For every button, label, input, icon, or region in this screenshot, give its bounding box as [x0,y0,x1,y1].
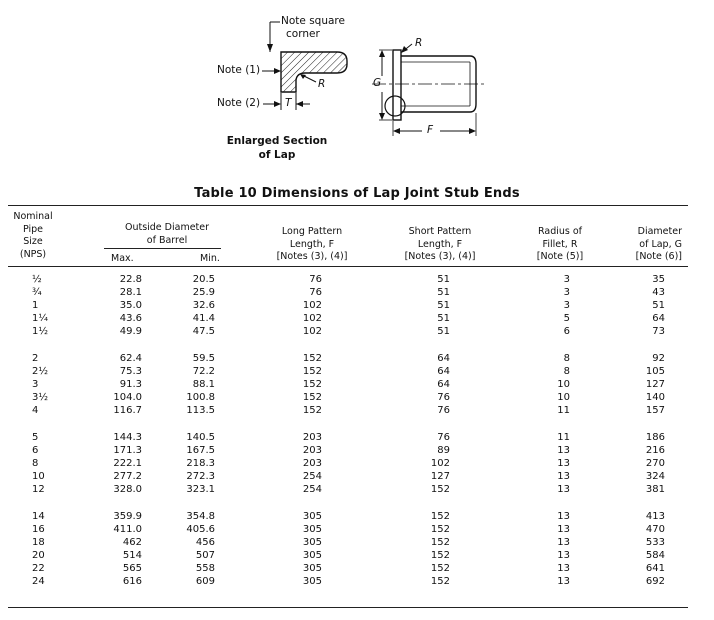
lap-diameter-cell: 470 [645,523,665,535]
table-row [0,510,714,523]
nps-cell: 6 [32,444,39,456]
od-max-cell: 144.3 [113,431,142,443]
radius-cell: 8 [563,352,570,364]
radius-cell: 5 [563,313,570,325]
header-long-line: Length, F [289,238,335,250]
lap-diameter-cell: 381 [645,484,665,496]
table-body [0,273,714,588]
long-length-cell: 254 [302,471,322,482]
radius-cell: 11 [557,405,570,417]
radius-cell: 10 [557,392,570,404]
nps-cell: 5 [32,431,39,443]
lap-diameter-cell: 35 [652,274,665,285]
nps-cell: 12 [32,484,45,496]
radius-cell: 3 [563,287,570,299]
header-nps [8,211,58,261]
od-min-cell: 272.3 [186,471,215,482]
table-row [0,286,714,299]
r-label-section: R [318,78,326,90]
table-row [0,457,714,470]
short-length-cell: 76 [437,392,450,404]
od-min-cell: 456 [195,536,215,548]
long-length-cell: 203 [302,431,322,443]
nps-cell: 18 [32,536,45,548]
table-row [0,312,714,325]
table-row [0,536,714,549]
header-short-line: [Notes (3), (4)] [404,251,476,262]
lap-diameter-cell: 127 [645,379,665,391]
note-2-label: Note (2) [217,97,261,109]
od-max-cell: 75.3 [119,365,142,377]
lap-drawing [0,0,714,175]
header-bottom-rule [8,266,688,267]
short-length-cell: 152 [430,536,450,548]
radius-cell: 13 [557,523,570,535]
caption-line-2: of Lap [258,149,296,161]
short-length-cell: 127 [430,471,450,482]
lap-diameter-cell: 105 [645,365,665,377]
od-min-cell: 41.4 [192,313,215,325]
od-min-cell: 609 [195,576,215,588]
long-length-cell: 305 [302,523,322,535]
short-length-cell: 64 [437,379,450,391]
group-spacer [0,496,714,509]
od-min-cell: 507 [195,549,215,561]
od-max-cell: 35.0 [119,300,142,312]
od-max-cell: 359.9 [113,510,142,522]
table-row [0,575,714,588]
long-length-cell: 152 [302,405,322,417]
od-min-cell: 354.8 [186,510,215,522]
radius-cell: 10 [557,379,570,391]
table-row [0,431,714,444]
lap-diameter-cell: 92 [652,352,665,364]
radius-cell: 13 [557,536,570,548]
table-row [0,549,714,562]
lap-diameter-cell: 43 [652,287,665,299]
long-length-cell: 152 [302,352,322,364]
short-length-cell: 64 [437,365,450,377]
header-outside-diameter [100,222,234,247]
long-length-cell: 203 [302,457,322,469]
od-max-cell: 116.7 [113,405,142,417]
od-min-cell: 88.1 [192,379,215,391]
nps-cell: 3½ [32,392,49,404]
od-max-cell: 277.2 [113,471,142,482]
table-title: Table 10 Dimensions of Lap Joint Stub Ends [194,186,520,201]
lap-diameter-cell: 324 [645,471,665,482]
short-length-cell: 89 [437,444,450,456]
nps-cell: ¾ [32,287,42,299]
od-min-cell: 25.9 [192,287,215,299]
group-spacer [0,417,714,430]
lap-diameter-cell: 157 [645,405,665,417]
nps-cell: 20 [32,549,45,561]
header-long-pattern [262,226,362,264]
short-length-cell: 76 [437,405,450,417]
header-long-line: [Notes (3), (4)] [276,251,348,262]
radius-cell: 13 [557,576,570,588]
nps-cell: 1½ [32,326,49,338]
header-short-line: Length, F [417,238,463,250]
od-max-cell: 171.3 [113,444,142,456]
radius-cell: 13 [557,549,570,561]
nps-cell: 14 [32,510,45,522]
long-length-cell: 102 [302,313,322,325]
od-min-cell: 59.5 [192,352,215,364]
lap-diameter-cell: 413 [645,510,665,522]
od-max-cell: 411.0 [113,523,142,535]
nps-cell: ½ [32,274,42,285]
short-length-cell: 152 [430,523,450,535]
header-nps-line: Pipe [22,223,44,235]
header-long-line: Long Pattern [281,226,343,237]
short-length-cell: 152 [430,576,450,588]
header-nps-line: Size [23,236,43,247]
nps-cell: 1¼ [32,313,49,325]
od-underline [104,248,221,249]
radius-cell: 3 [563,274,570,285]
table-row [0,365,714,378]
nps-cell: 10 [32,471,45,482]
short-length-cell: 51 [437,300,450,312]
long-length-cell: 254 [302,484,322,496]
table-row [0,391,714,404]
short-length-cell: 152 [430,549,450,561]
nps-cell: 22 [32,562,45,574]
lap-diameter-cell: 64 [652,313,665,325]
header-radius [520,226,600,264]
radius-cell: 8 [563,365,570,377]
lap-diameter-cell: 692 [645,576,665,588]
od-max-cell: 616 [122,576,142,588]
table-row [0,378,714,391]
od-max-cell: 62.4 [119,352,142,364]
header-radius-line: Fillet, R [542,238,578,250]
short-length-cell: 51 [437,313,450,325]
table-row [0,562,714,575]
caption-line-1: Enlarged Section [226,135,328,147]
table-top-rule [8,205,688,206]
long-length-cell: 152 [302,392,322,404]
lap-diameter-cell: 73 [652,326,665,338]
table-bottom-rule [8,607,688,608]
figure-caption [222,134,332,162]
lap-section-figure [0,0,714,175]
od-min-cell: 20.5 [192,274,215,285]
short-length-cell: 76 [437,431,450,443]
header-diameter [610,226,682,264]
od-max-cell: 22.8 [119,274,142,285]
od-max-cell: 328.0 [113,484,142,496]
od-max-cell: 514 [122,549,142,561]
long-length-cell: 305 [302,549,322,561]
lap-diameter-cell: 186 [645,431,665,443]
table-row [0,483,714,496]
radius-cell: 13 [557,484,570,496]
short-length-cell: 102 [430,457,450,469]
t-label: T [285,97,292,109]
od-max-cell: 462 [122,536,142,548]
long-length-cell: 305 [302,562,322,574]
table-row [0,523,714,536]
radius-cell: 13 [557,444,570,456]
lap-diameter-cell: 533 [645,536,665,548]
nps-cell: 2 [32,352,39,364]
short-length-cell: 64 [437,352,450,364]
od-max-cell: 28.1 [119,287,142,299]
long-length-cell: 102 [302,326,322,338]
short-length-cell: 152 [430,510,450,522]
table-row [0,352,714,365]
header-short-line: Short Pattern [408,226,472,237]
r-label-elevation: R [415,37,423,49]
radius-cell: 6 [563,326,570,338]
long-length-cell: 305 [302,576,322,588]
nps-cell: 16 [32,523,45,535]
long-length-cell: 102 [302,300,322,312]
radius-cell: 3 [563,300,570,312]
od-max-cell: 43.6 [119,313,142,325]
long-length-cell: 203 [302,444,322,456]
radius-cell: 13 [557,457,570,469]
long-length-cell: 152 [302,365,322,377]
long-length-cell: 305 [302,510,322,522]
od-min-cell: 167.5 [186,444,215,456]
header-diameter-line: [Note (6)] [635,251,682,262]
table-row [0,444,714,457]
nps-cell: 3 [32,379,39,391]
lap-diameter-cell: 140 [645,392,665,404]
short-length-cell: 152 [430,484,450,496]
header-nps-line: (NPS) [19,248,47,260]
lap-diameter-cell: 216 [645,444,665,456]
header-diameter-line: Diameter [637,226,682,237]
table-row [0,404,714,417]
short-length-cell: 152 [430,562,450,574]
long-length-cell: 305 [302,536,322,548]
short-length-cell: 51 [437,287,450,299]
g-label: G [373,77,382,89]
header-radius-line: [Note (5)] [536,251,584,262]
short-length-cell: 51 [437,274,450,285]
nps-cell: 24 [32,576,45,588]
od-max-cell: 565 [122,562,142,574]
od-min-cell: 32.6 [192,300,215,312]
long-length-cell: 76 [309,274,322,285]
radius-cell: 13 [557,510,570,522]
note-square-corner-label-2: corner [286,28,320,40]
note-1-label: Note (1) [217,64,261,76]
f-label: F [427,124,434,136]
od-min-cell: 558 [195,562,215,574]
od-min-cell: 47.5 [192,326,215,338]
stub-end-elevation [372,44,487,136]
table-row [0,470,714,483]
radius-cell: 13 [557,562,570,574]
long-length-cell: 76 [309,287,322,299]
nps-cell: 1 [32,300,39,312]
header-diameter-line: of Lap, G [639,238,682,250]
header-min: Min. [200,253,220,264]
od-max-cell: 49.9 [119,326,142,338]
header-radius-line: Radius of [537,226,583,237]
short-length-cell: 51 [437,326,450,338]
note-square-corner-label: Note square [281,15,345,27]
header-short-pattern [390,226,490,264]
radius-cell: 11 [557,431,570,443]
od-min-cell: 113.5 [186,405,215,417]
group-spacer [0,338,714,351]
nps-cell: 4 [32,405,39,417]
header-od-line: of Barrel [146,234,188,246]
od-min-cell: 72.2 [192,365,215,377]
od-max-cell: 222.1 [113,457,142,469]
header-nps-line: Nominal [13,211,53,222]
od-min-cell: 405.6 [186,523,215,535]
table-row [0,273,714,286]
lap-diameter-cell: 584 [645,549,665,561]
od-min-cell: 218.3 [186,457,215,469]
lap-diameter-cell: 270 [645,457,665,469]
od-min-cell: 100.8 [186,392,215,404]
nps-cell: 2½ [32,365,49,377]
radius-cell: 13 [557,471,570,482]
od-max-cell: 91.3 [119,379,142,391]
table-row [0,299,714,312]
header-max: Max. [111,253,134,264]
lap-diameter-cell: 51 [652,300,665,312]
table-row [0,325,714,338]
nps-cell: 8 [32,457,39,469]
header-od-line: Outside Diameter [124,222,210,233]
od-max-cell: 104.0 [113,392,142,404]
od-min-cell: 323.1 [186,484,215,496]
od-min-cell: 140.5 [186,431,215,443]
long-length-cell: 152 [302,379,322,391]
lap-diameter-cell: 641 [645,562,665,574]
